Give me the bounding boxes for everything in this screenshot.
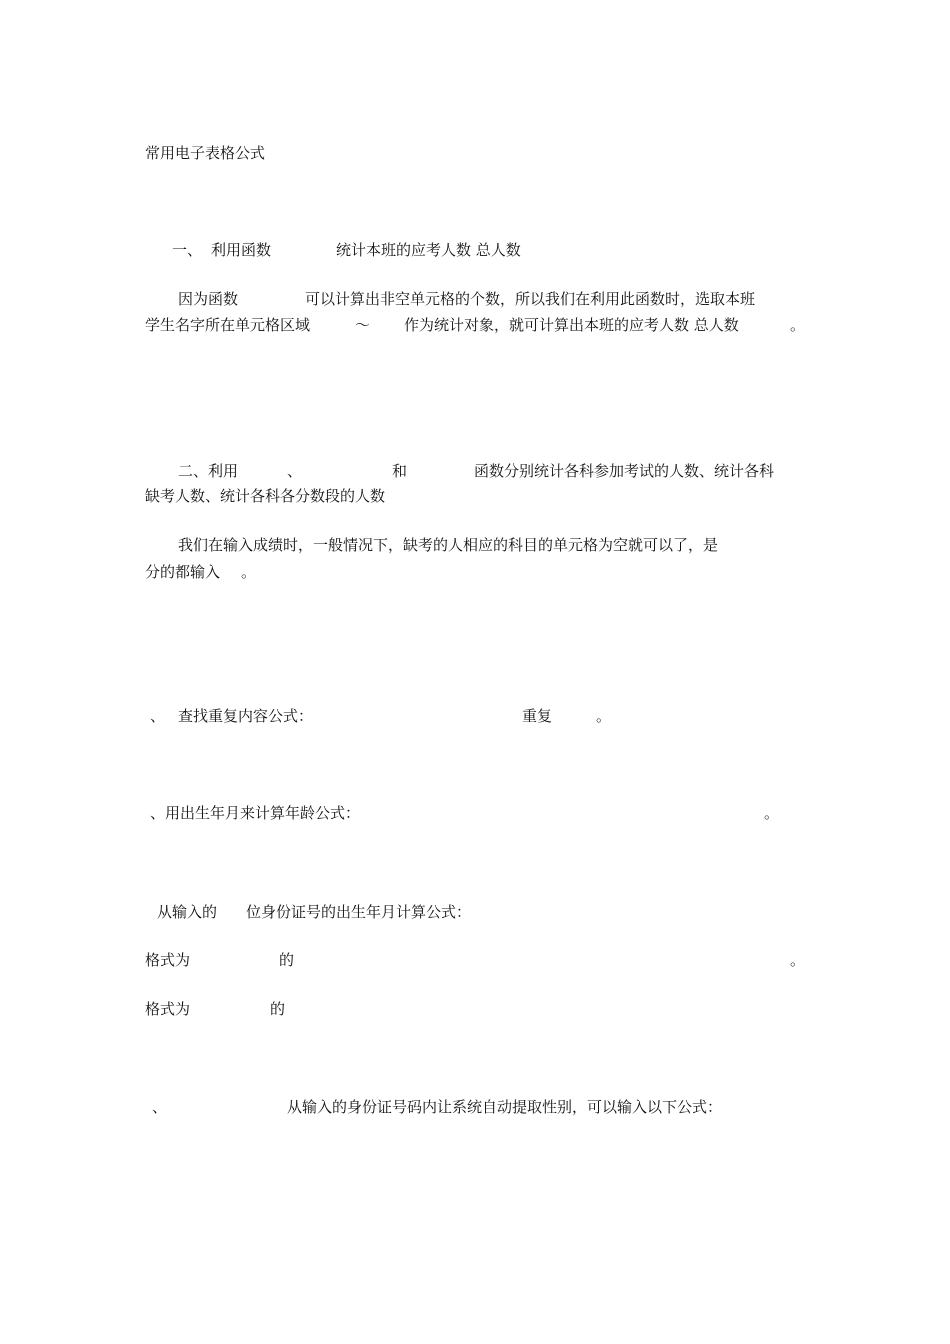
section3-number: 、	[150, 707, 166, 725]
section1-paragraph-tilde: ～	[355, 316, 371, 334]
section2-heading-part-c: 缺考人数、统计各科各分数段的人数	[145, 487, 386, 505]
section2-heading-and: 和	[392, 462, 408, 480]
section1-heading-part-a: 利用函数	[211, 241, 272, 259]
section5-label-b: 位身份证号的出生年月计算公式：	[246, 903, 472, 921]
section3-label: 查找重复内容公式：	[178, 707, 314, 725]
section2-paragraph-end: 。	[241, 563, 257, 581]
section6-text: 从输入的身份证号码内让系统自动提取性别，可以输入以下公式：	[287, 1098, 723, 1116]
section1-paragraph-line1-b: 可以计算出非空单元格的个数，所以我们在利用此函数时，选取本班	[305, 290, 756, 308]
section1-paragraph-line1-a: 因为函数	[178, 290, 239, 308]
section2-heading-part-b: 函数分别统计各科参加考试的人数、统计各科	[474, 462, 775, 480]
section2-paragraph-line1: 我们在输入成绩时，一般情况下，缺考的人相应的科目的单元格为空就可以了，是	[178, 536, 719, 554]
section6-number: 、	[152, 1098, 168, 1116]
section1-heading-part-b: 统计本班的应考人数 总人数	[336, 241, 521, 259]
section4-end: 。	[764, 804, 780, 822]
section5-format1-b: 的	[279, 951, 295, 969]
section5-format2-a: 格式为	[145, 1000, 191, 1018]
section2-heading-separator: 、	[287, 462, 303, 480]
document-title: 常用电子表格公式	[145, 144, 266, 162]
section3-repeat: 重复	[522, 707, 553, 725]
section2-heading-part-a: 二、利用	[178, 462, 239, 480]
section1-heading-number: 一、	[172, 241, 203, 259]
section1-paragraph-end: 。	[790, 316, 806, 334]
section1-paragraph-line2-a: 学生名字所在单元格区域	[145, 316, 311, 334]
section3-end: 。	[596, 707, 612, 725]
section5-format1-end: 。	[790, 951, 806, 969]
section4-label: 、用出生年月来计算年龄公式：	[150, 804, 361, 822]
section5-format1-a: 格式为	[145, 951, 191, 969]
section5-label: 从输入的	[157, 903, 218, 921]
section5-format2-b: 的	[270, 1000, 286, 1018]
section1-paragraph-line2-b: 作为统计对象，就可计算出本班的应考人数 总人数	[404, 316, 739, 334]
section2-paragraph-line2: 分的都输入	[145, 563, 221, 581]
